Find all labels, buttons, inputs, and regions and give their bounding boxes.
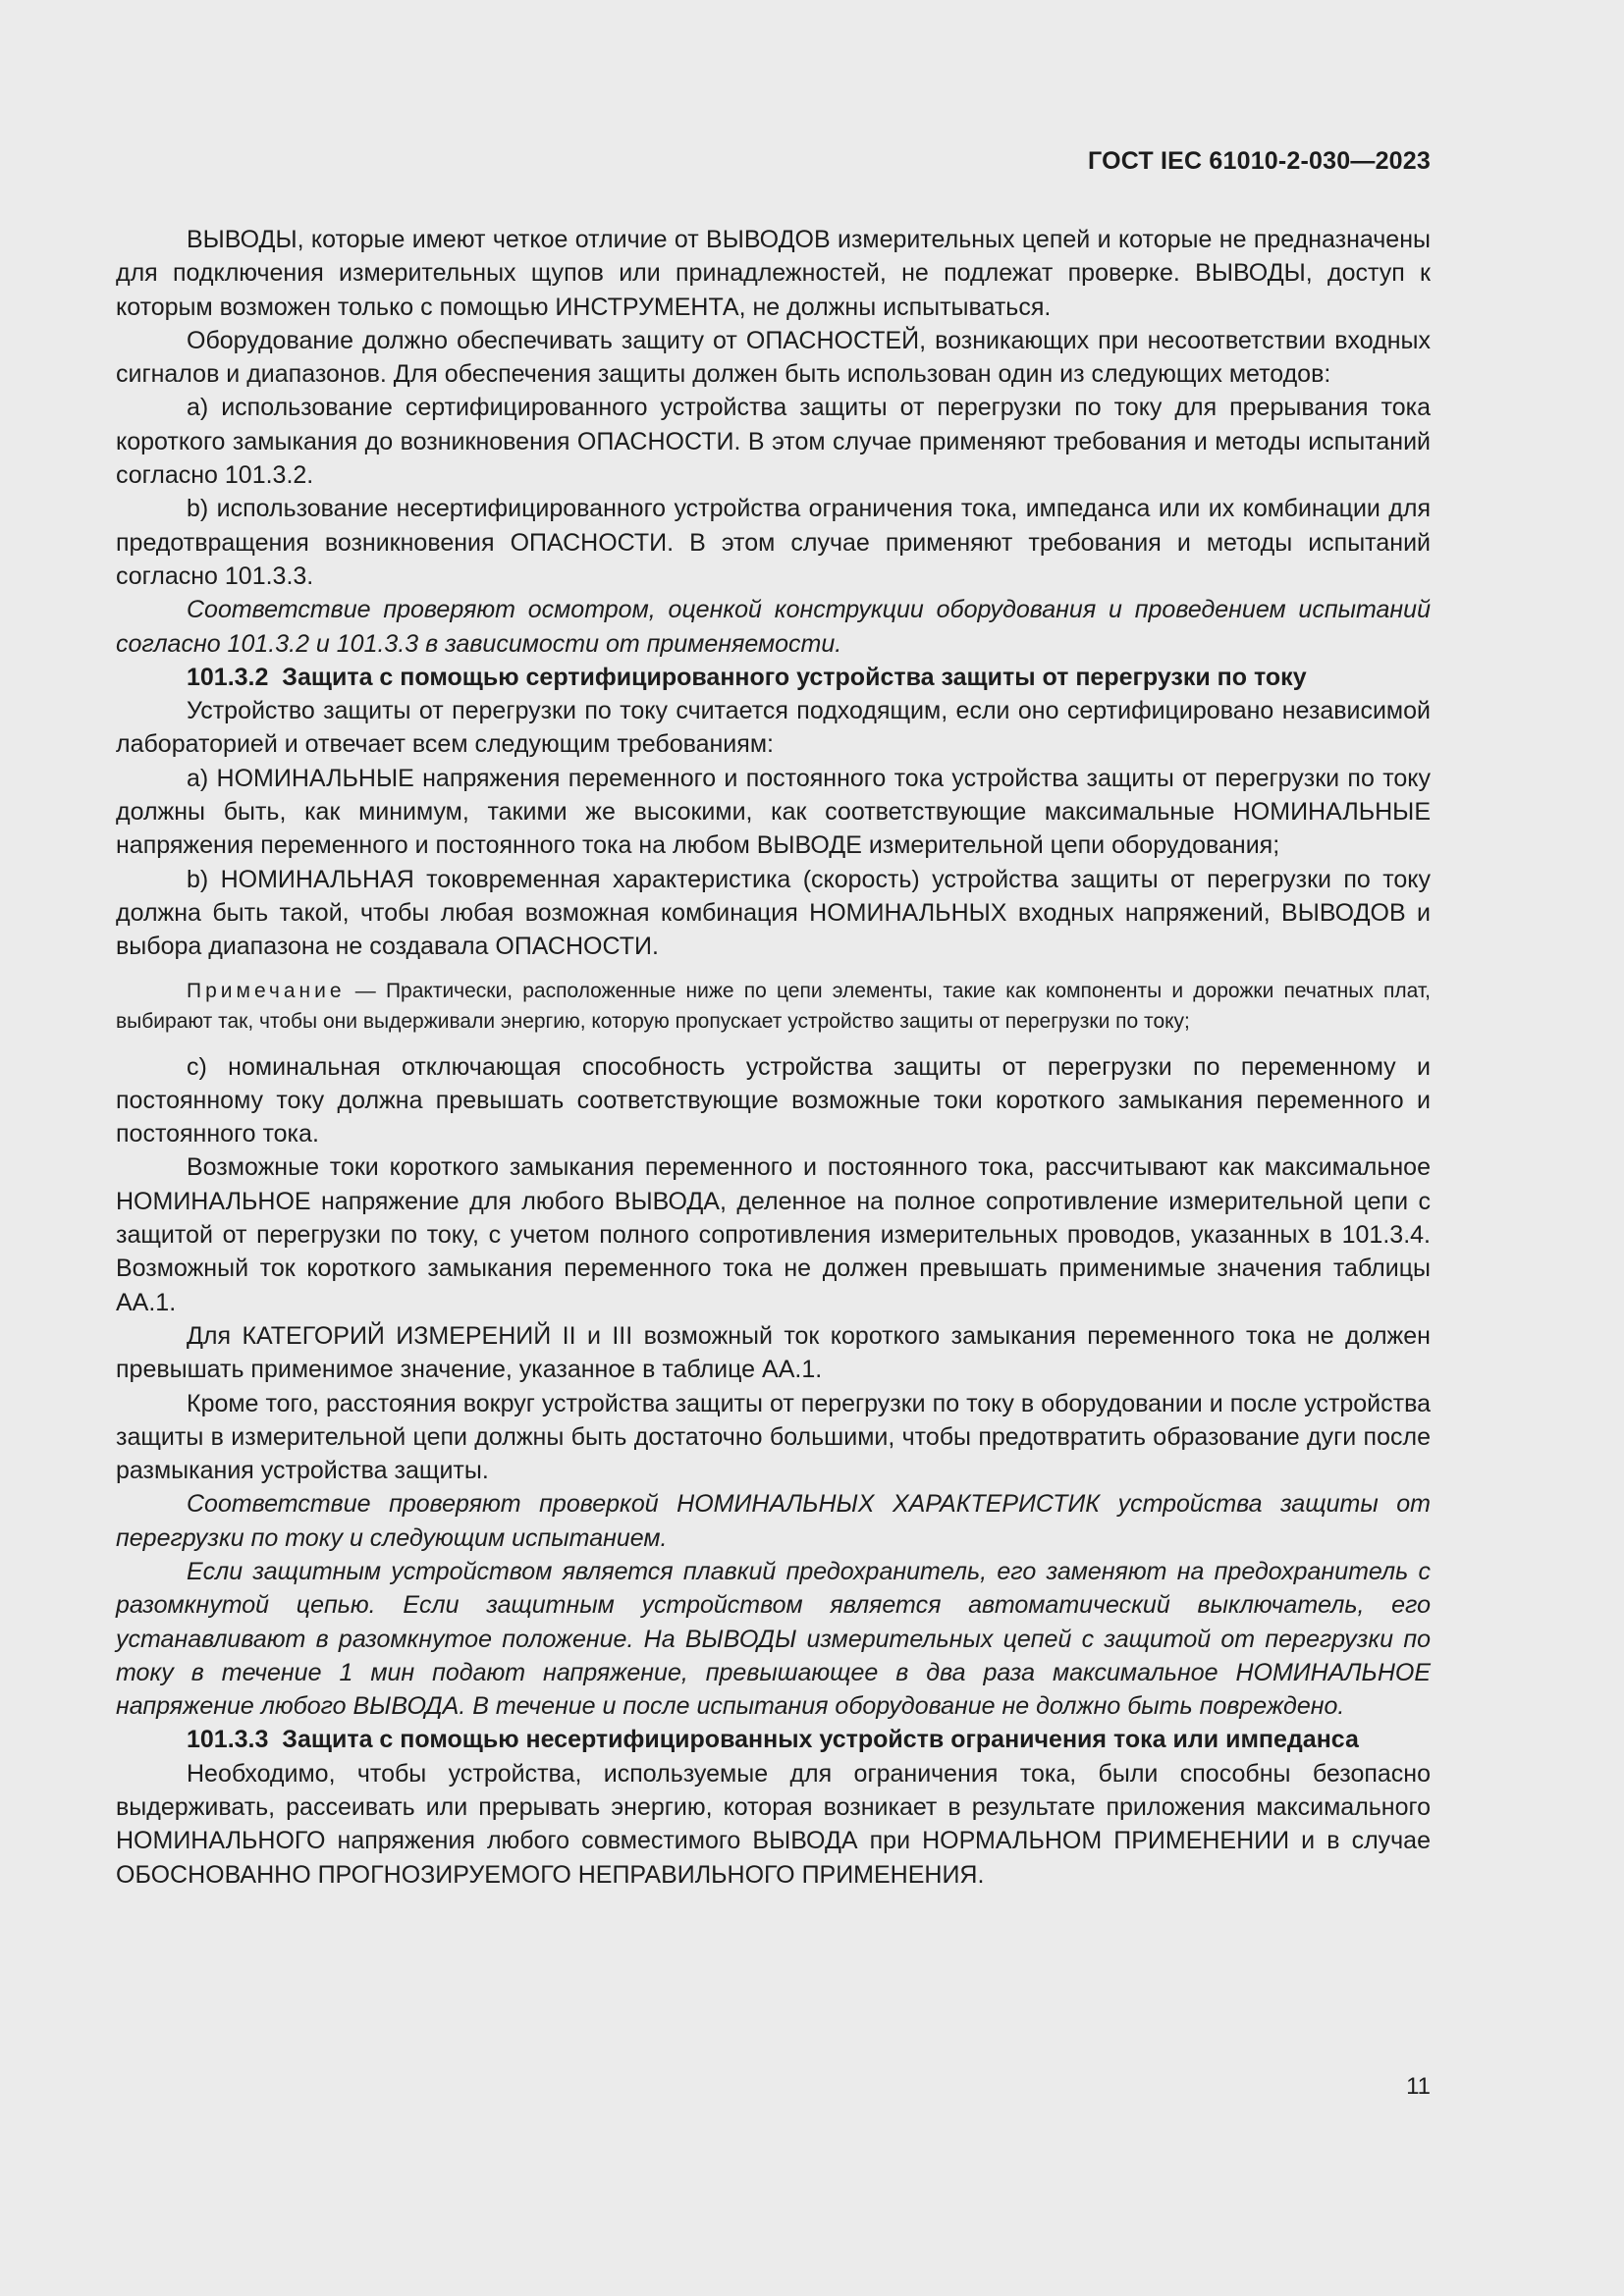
paragraph-short-circuit-currents: Возможные токи короткого замыкания переменного и постоянного тока, рассчитывают как максимальное НОМИНАЛЬНОЕ напряжение для любого ВЫВОДА, деленное на полное сопротивление измерительной цепи с защитой от перегрузки по току, с учетом полного сопротивления измерительных проводов, указанных в 101.3.4. Возможный ток короткого замыкания переменного тока не должен превышать применимые значения таблицы АА.1. [116, 1153, 1431, 1316]
page-body [116, 223, 1431, 1892]
section-heading-101-3-3: 101.3.3 Защита с помощью несертифицированных устройств ограничения тока или импеданса [187, 1726, 1359, 1754]
list-item-c-breaking-capacity: c) номинальная отключающая способность устройства защиты от перегрузки по переменному и постоянному току должна превышать соответствующие возможные токи короткого замыкания переменного и постоянного тока. [116, 1052, 1431, 1148]
paragraph-protection-methods: Оборудование должно обеспечивать защиту от ОПАСНОСТЕЙ, возникающих при несоответствии входных сигналов и диапазонов. Для обеспечения защиты должен быть использован один из следующих методов: [116, 326, 1431, 389]
section-heading-101-3-2: 101.3.2 Защита с помощью сертифицированного устройства защиты от перегрузки по току [187, 663, 1307, 691]
paragraph-measurement-categories: Для КАТЕГОРИЙ ИЗМЕРЕНИЙ II и III возможный ток короткого замыкания переменного тока не должен превышать применимое значение, указанное в таблице АА.1. [116, 1321, 1431, 1384]
list-item-b-time-current: b) НОМИНАЛЬНАЯ токовременная характеристика (скорость) устройства защиты от перегрузки по току должна быть такой, чтобы любая возможная комбинация НОМИНАЛЬНЫХ входных напряжений, ВЫВОДОВ и выбора диапазона не создавала ОПАСНОСТИ. [116, 865, 1431, 961]
compliance-check-rated-characteristics: Соответствие проверяют проверкой НОМИНАЛЬНЫХ ХАРАКТЕРИСТИК устройства защиты от перегрузки по току и следующим испытанием. [116, 1490, 1431, 1552]
paragraph-clearances: Кроме того, расстояния вокруг устройства защиты от перегрузки по току в оборудовании и после устройства защиты в измерительной цепи должны быть достаточно большими, чтобы предотвратить образование дуги после размыкания устройства защиты. [116, 1389, 1431, 1485]
note-text: — Практически, расположенные ниже по цепи элементы, такие как компоненты и дорожки печатных плат, выбирают так, чтобы они выдерживали энергию, которую пропускает устройство защиты от перегрузки по току; [116, 979, 1431, 1033]
note-label: Примечание [187, 979, 346, 1002]
list-item-a-rated-voltages: a) НОМИНАЛЬНЫЕ напряжения переменного и постоянного тока устройства защиты от перегрузки по току должны быть, как минимум, такими же высокими, как соответствующие максимальные НОМИНАЛЬНЫЕ напряжения переменного и постоянного тока на любом ВЫВОДЕ измерительной цепи оборудования; [116, 764, 1431, 860]
paragraph-device-suitable: Устройство защиты от перегрузки по току считается подходящим, если оно сертифицировано независимой лабораторией и отвечает всем следующим требованиям: [116, 697, 1431, 759]
list-item-b-uncertified-device: b) использование несертифицированного устройства ограничения тока, импеданса или их комбинации для предотвращения возникновения ОПАСНОСТИ. В этом случае применяют требования и методы испытаний согласно 101.3.3. [116, 495, 1431, 590]
standard-header: ГОСТ IEC 61010-2-030—2023 [1088, 147, 1431, 175]
test-procedure-paragraph: Если защитным устройством является плавкий предохранитель, его заменяют на предохранитель с разомкнутой цепью. Если защитным устройством является автоматический выключатель, его устанавливают в разомкнутое положение. На ВЫВОДЫ измерительных цепей с защитой от перегрузки по току в течение 1 мин подают напряжение, превышающее в два раза максимальное НОМИНАЛЬНОЕ напряжение любого ВЫВОДА. В течение и после испытания оборудование не должно быть повреждено. [116, 1557, 1431, 1721]
paragraph-limiting-devices: Необходимо, чтобы устройства, используемые для ограничения тока, были способны безопасно выдерживать, рассеивать или прерывать энергию, которая возникает в результате приложения максимального НОМИНАЛЬНОГО напряжения любого совместимого ВЫВОДА при НОРМАЛЬНОМ ПРИМЕНЕНИИ и в случае ОБОСНОВАННО ПРОГНОЗИРУЕМОГО НЕПРАВИЛЬНОГО ПРИМЕНЕНИЯ. [116, 1759, 1431, 1889]
list-item-a-certified-device: a) использование сертифицированного устройства защиты от перегрузки по току для прерывания тока короткого замыкания до возникновения ОПАСНОСТИ. В этом случае применяют требования и методы испытаний согласно 101.3.2. [116, 394, 1431, 490]
page-number: 11 [1406, 2073, 1431, 2100]
paragraph-terminals-not-checked: ВЫВОДЫ, которые имеют четкое отличие от ВЫВОДОВ измерительных цепей и которые не предназначены для подключения измерительных щупов или принадлежностей, не подлежат проверке. ВЫВОДЫ, доступ к которым возможен только с помощью ИНСТРУМЕНТА, не должны испытываться. [116, 226, 1431, 321]
note-paragraph [116, 976, 1431, 1037]
compliance-check-paragraph: Соответствие проверяют осмотром, оценкой конструкции оборудования и проведением испытаний согласно 101.3.2 и 101.3.3 в зависимости от применяемости. [116, 596, 1431, 658]
